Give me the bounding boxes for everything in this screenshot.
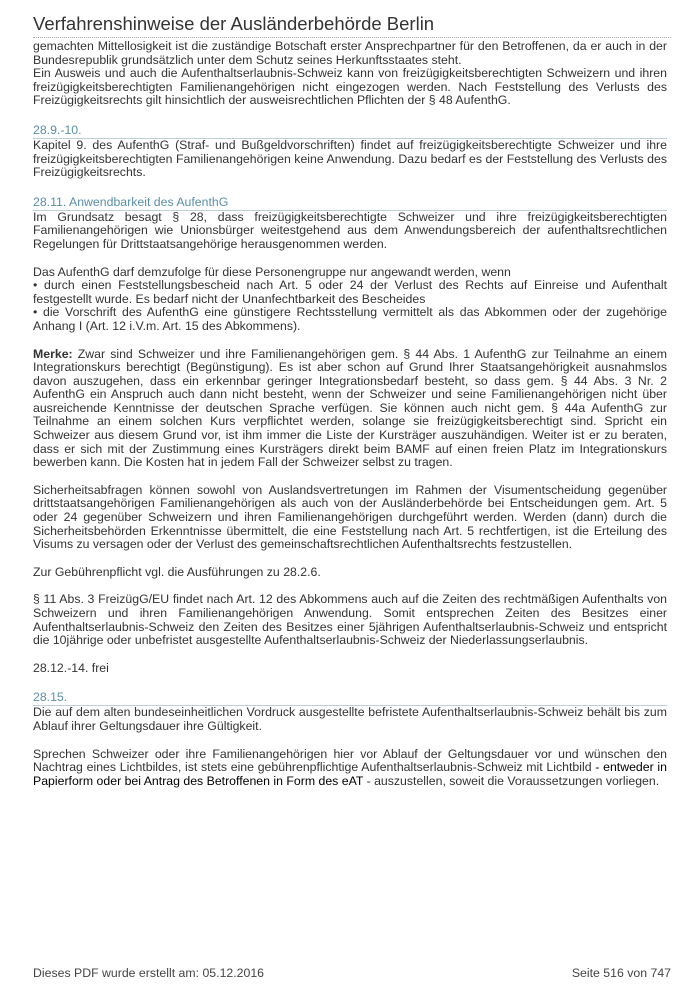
section-28-15 [33, 690, 667, 788]
section-28-15-paragraph-2 [33, 748, 667, 789]
section-28-11-paragraph-security: Sicherheitsabfragen können sowohl von Auslandsvertretungen im Rahmen der Visumentscheidung gegenüber drittstaatsangehörigen Familienangehörigen als auch von der Ausländerbehörde bei Entscheidungen gem. Art. 5 oder 24 gegenüber Schweizern und ihren Familienangehörigen durchgeführt werden. Werden (dann) durch die Sicherheitsbehörden Erkenntnisse übermittelt, die eine Feststellung nach Art. 5 rechtfertigen, ist die Erteilung des Visums zu versagen oder der Verlust des gemeinschaftsrechtlichen Aufenthaltsrechts festzustellen. [33, 482, 667, 552]
section-28-9-paragraph: Kapitel 9. des AufenthG (Straf- und Bußgeldvorschriften) findet auf freizügigkeitsberechtigte Schweizer und ihre freizügigkeitsberechtigten Familienangehörigen keine Anwendung. Dazu bedarf es der Feststellung des Verlusts des Freizügigkeitsrechts. [33, 137, 667, 180]
section-28-11-condition-1: • durch einen Feststellungsbescheid nach Art. 5 oder 24 der Verlust des Rechts auf Einreise und Aufenthalt festgestellt wurde. Es bedarf nicht der Unanfechtbarkeit des Bescheides [33, 278, 667, 306]
section-28-15-p2-start: Sprechen Schweizer oder ihre Familienangehörigen hier vor Ablauf der Geltungsdauer vor und wünschen den Nachtrag eines Lichtbildes, ist stets eine gebührenpflichtige Aufenthaltserlaubnis-Schweiz mit Lichtbild [33, 746, 667, 775]
section-28-15-paragraph-1: Die auf dem alten bundeseinheitlichen Vordruck ausgestellte befristete Aufenthaltserlaubnis-Schweiz behält bis zum Ablauf ihrer Geltungsdauer ihre Gültigkeit. [33, 705, 667, 733]
section-28-12-14-free: 28.12.-14. frei [33, 660, 109, 675]
section-28-11-paragraph-fees: Zur Gebührenpflicht vgl. die Ausführungen zu 28.2.6. [33, 564, 321, 579]
section-28-11-paragraph-1: Im Grundsatz besagt § 28, dass freizügigkeitsberechtigte Schweizer und ihre freizügigkeitsberechtigten Familienangehörigen wie Unionsbürger weitestgehend aus dem Anwendungsbereich der aufenthaltsrechtlichen Regelungen für Drittstaatsangehörige herausgenommen werden. [33, 209, 667, 251]
title-divider [33, 37, 671, 38]
footer-page-number: Seite 516 von 747 [571, 966, 671, 980]
document-body [33, 40, 667, 788]
section-28-15-p2-end: - auszustellen, soweit die Voraussetzungen vorliegen. [363, 773, 660, 788]
page-title: Verfahrenshinweise der Ausländerbehörde Berlin [33, 13, 435, 34]
merke-paragraph [33, 348, 667, 470]
section-28-11-paragraph-freizuegg: § 11 Abs. 3 FreizügG/EU findet nach Art. 12 des Abkommens auch auf die Zeiten des rechtmäßigen Aufenthalts von Schweizern und ihren Familienangehörigen Anwendung. Somit entsprechen Zeiten des Besitzes einer Aufenthaltserlaubnis-Schweiz den Zeiten des Besitzes einer 5jährigen Aufenthaltserlaubnis-Schweiz und entspricht die 10jährige oder unbefristet ausgestellte Aufenthaltserlaubnis-Schweiz der Niederlassungserlaubnis. [33, 592, 667, 648]
footer-created-date: Dieses PDF wurde erstellt am: 05.12.2016 [33, 966, 265, 980]
section-28-11-condition-2: • die Vorschrift des AufenthG eine günstigere Rechtsstellung vermittelt als das Abkommen oder der zugehörige Anhang I (Art. 12 i.V.m. Art. 15 des Abkommens). [33, 305, 667, 333]
merke-label: Merke: [33, 346, 73, 361]
section-28-15-p2-highlight: - entweder in Papierform oder bei Antrag des Betroffenen in Form des eAT [33, 760, 667, 788]
section-28-11 [33, 195, 667, 676]
intro-paragraph-2: Ein Ausweis und auch die Aufenthaltserlaubnis-Schweiz kann von freizügigkeitsberechtigten Schweizern und ihren freizügigkeitsberechtigten Familienangehörigen nicht eingezogen werden. Nach Feststellung des Verlusts des Freizügigkeitsrechts gilt hinsichtlich der ausweisrechtlichen Pflichten der § 48 AufenthG. [33, 66, 667, 108]
section-28-9 [33, 123, 667, 180]
section-28-11-conditions-intro: Das AufenthG darf demzufolge für diese Personengruppe nur angewandt werden, wenn [33, 264, 511, 279]
intro-paragraph-1: gemachten Mittellosigkeit ist die zuständige Botschaft erster Ansprechpartner für den Betroffenen, da er auch in der Bundesrepublik grundsätzlich unter dem Schutz seines Herkunftsstaates steht. [33, 39, 667, 67]
section-heading-28-11: 28.11. Anwendbarkeit des AufenthG [33, 195, 667, 211]
section-heading-28-9: 28.9.-10. [33, 123, 667, 139]
section-heading-28-15: 28.15. [33, 690, 667, 706]
merke-text: Zwar sind Schweizer und ihre Familienangehörigen gem. § 44 Abs. 1 AufenthG zur Teilnahme an einem Integrationskurs berechtigt (Begünstigung). Es ist aber schon auf Grund Ihrer Staatsangehörigkeit ausnahmslos davon auszugehen, dass ein erkennbar geringer Integrationsbedarf besteht, so dass gem. § 44 Abs. 3 Nr. 2 AufenthG ein Anspruch auch dann nicht besteht, wenn der Schweizer und seine Familienangehörigen nicht über ausreichende Kenntnisse der deutschen Sprache verfügen. Sie können auch nicht gem. § 44a AufenthG zur Teilnahme an einem solchen Kurs verpflichtet werden, solange sie freizügigkeitsberechtigt sind. Spricht ein Schweizer aus diesem Grund vor, ist ihm immer die Liste der Kursträger auszuhändigen. Weiter ist er zu beraten, dass er sich mit der Zustimmung eines Kursträgers direkt beim BAMF auf einen freien Platz im Integrationskurs bewerben kann. Die Kosten hat in jedem Fall der Schweizer selbst zu tragen. [33, 346, 667, 470]
